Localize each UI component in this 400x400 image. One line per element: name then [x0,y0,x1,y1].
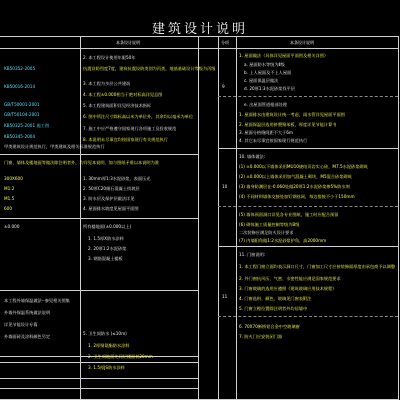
code-line: KB50345-2004 [4,134,36,139]
spec-value: 300X600 [4,176,23,181]
note-line: 2. 本工程设计使用年限50年 [83,55,136,60]
window-spec-line: 1. 本工程门窗立面均表示洞口尺寸，门窗加工尺寸应按装修面厚度由承包商予以调整 [239,264,396,269]
note-line: 3. 本工程为多层公共建筑 [83,81,131,86]
wall-spec-line: 10. 墙体做法: [239,154,266,159]
wall-spec-line: (6) 砌体施工质量控制等级为B级 [239,222,300,227]
section-number: 10 [222,184,228,189]
wall-note: 外墙外保温系统做法说明 [4,310,51,315]
frame-line [198,36,199,400]
window-spec-line: 7. 防火门应安装闭门器 [239,334,283,339]
frame-line [0,36,398,37]
waterproof-item: 1. 2厚聚氨酯防水涂料 [88,343,130,348]
spec-value: M1.5 [4,196,15,201]
window-spec-line: 2. 外门窗抗风压、气密、水密性能应满足国家规范要求 [239,276,341,281]
waterproof-item: 2. 卫生间地面比同层楼面低20mm [88,354,153,359]
wall-spec-line: (7) 内墙阳角做1:2水泥砂浆护角，高2000mm [239,238,327,243]
floor-heading: 所有楼地面(±0.000以上) [83,224,132,229]
dashed-divider [218,206,398,207]
section-divider [0,388,198,389]
code-line: KB50352-2005 [4,66,36,71]
wall-note: 本工程外墙保温做法--参见相关图集 [4,298,70,303]
wall-spec-line: (2) ±0.000以上墙体采用加气混凝土砌块，M5混合砂浆砌筑 [239,174,352,179]
wall-spec-line: (5) 墙体预留洞口详见各专业图纸，施工时应配合预留 [239,212,339,217]
floor-item: 3. 钢筋混凝土楼板 [88,256,123,261]
roof-line: d. 20厚1:3水泥砂浆找平层 [244,86,295,91]
window-spec-line: 6. 70X70断桥铝合金中空玻璃窗 [239,324,300,329]
note-line: 4. 本工程±0.000相当于绝对标高详见总图 [83,92,163,97]
ground-label: ±0.000 [4,224,20,229]
section-divider [0,218,198,219]
roof-line: e. 出屋面管道根部处理 [244,102,287,107]
column-header-left: 本条设计说明 [116,40,140,45]
spec-line: 3. 防水层及保护层做法详见 [83,196,135,201]
roof-line: 1. 屋面做法（具体详见屋面平面图及相关详图） [239,53,329,58]
code-line: GB/T50104-2001 [4,112,40,117]
code-line: KB50016-2014 [4,84,36,89]
spec-line: 1. 30mm厚1:3水泥砂浆，表面压光 [83,176,151,181]
column-header-right: 本条设计说明 [290,40,314,45]
frame-line [0,48,398,49]
frame-line [398,36,399,400]
section-divider [218,148,398,149]
wall-note: 外墙面砖及涂料颜色另定 [4,334,51,339]
wall-spec-line: (4) 不同材料墙体交接处加钉钢丝网，每边搭接不小于150mm [239,194,355,199]
section-divider [0,362,198,363]
page-title: 建筑设计说明 [151,22,248,37]
frame-line [236,36,237,400]
code-line: GB/T50001-2001 [4,102,40,107]
column-header-number: 分项 [221,40,229,45]
wall-spec-line: 二次装修应满足防火设计要求 [239,230,294,235]
note-line: 甲类建筑设计规范执行，甲类建筑及相关标准规范执行 [4,144,105,149]
section-divider [0,154,198,155]
roof-line: 1. 屋面排水由建筑设计统一考虑，雨水管详见屋面平面图 [239,112,345,117]
section-divider [0,290,198,291]
code-line: KB50325-2001 施工图 [4,123,50,128]
floor-item: 1. 1.5厚X防水涂料 [88,236,124,241]
floor-item: 2. 20厚1:2水泥砂浆 [88,246,127,251]
spec-value: M1:2 [4,186,15,191]
section-divider [0,378,198,379]
note-line: 抗震设防烈度7度，建筑抗震设防类别为丙类，地基基础设计等级为丙级 [83,66,216,71]
spec-line: 2. 50厚C20细石混凝土找坡层 [83,186,140,191]
window-spec-line: 5. 门窗立樘位置除注明者外均居墙中 [239,306,308,311]
roof-line: 3. 屋面分格缝间距不大于6m [239,130,293,135]
roof-line: 2. 屋面保温层选用挤塑聚苯板，厚度详见节能计算书 [239,122,337,127]
roof-line: b. 上人屋面及不上人屋面 [244,70,292,75]
waterproof-item: 3. 1.5厚JS防水涂料 [88,365,125,370]
dashed-divider [218,316,398,317]
note-line: 8. 本说明未尽事宜均按国家现行有关规范执行 [83,137,168,142]
window-spec-line: 3. 门窗玻璃的选用应遵照《建筑玻璃应用技术规程》 [239,286,337,291]
dashed-divider [218,96,398,97]
section-number: 9 [222,84,225,89]
section-number: 11 [222,294,228,299]
spec-line: 4. 屋面排水坡度见屋面平面图 [83,206,139,211]
section-note: 门窗、墙体及楼地面等做法除注明者外，均详见本说明，如与图纸矛盾以本说明为准 [4,160,159,165]
note-line: 7. 施工中应严格遵守国家现行各项施工及验收规范 [83,126,177,131]
wall-note: 详见节能设计专篇 [4,322,38,327]
window-spec-line: 4. 门窗选料、颜色、玻璃见门窗表附注 [239,296,312,301]
section-divider [218,246,398,247]
roof-line: 4. 其它未尽事宜按国家现行规范执行 [239,138,308,143]
frame-line [218,36,219,400]
note-line: 6. 图中所注尺寸除标高以米为单位外，其余均以毫米为单位 [83,114,194,119]
note-line: 5. 本工程建筑面积详见经济技术指标 [83,103,152,108]
wall-spec-line: (3) 墙身防潮层在-0.060处做20厚1:2水泥砂浆掺5%防水剂 [239,184,350,189]
roof-line: a. 屋面防水等级为Ⅱ级 [244,62,285,67]
wall-spec-line: (1) ±0.000以下墙体采用MU10烧结页岩实心砖，M7.5水泥砂浆砌筑 [239,164,368,169]
drawing-sheet [0,36,400,400]
roof-line: c. 屋面保温层做法 [244,78,279,83]
window-spec-line: 11. 门窗说明: [239,252,266,257]
spec-value: 600 [4,206,12,211]
waterproof-heading: 5. 卫生间防水 (≤10m) [83,331,127,336]
